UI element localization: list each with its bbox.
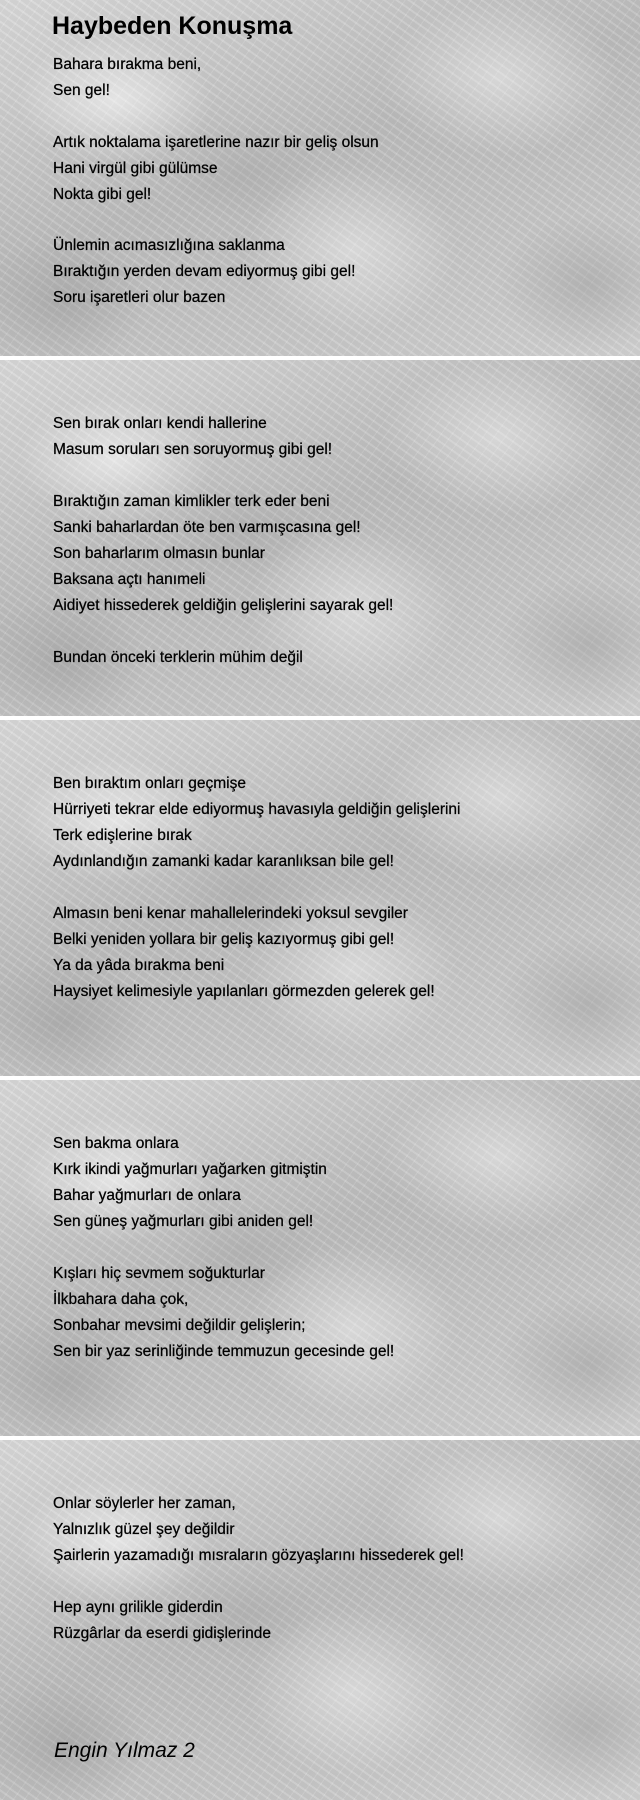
stanza-10	[53, 1261, 394, 1365]
poem-line: Kışları hiç sevmem soğukturlar	[53, 1265, 265, 1282]
poem-line: Rüzgârlar da eserdi gidişlerinde	[53, 1625, 271, 1642]
poem-line: Bıraktığın yerden devam ediyormuş gibi gel!	[53, 263, 356, 280]
poem-line: Sonbahar mevsimi değildir gelişlerin;	[53, 1317, 306, 1334]
poem-author: Engin Yılmaz 2	[54, 1739, 195, 1762]
poem-line: İlkbahara daha çok,	[53, 1291, 189, 1308]
poem-line: Ya da yâda bırakma beni	[53, 957, 225, 974]
poem-line: Sen bırak onları kendi hallerine	[53, 415, 267, 432]
stanza-8	[53, 901, 435, 1005]
poem-line: Son baharlarım olmasın bunlar	[53, 545, 265, 562]
poem-line: Artık noktalama işaretlerine nazır bir geliş olsun	[53, 134, 379, 151]
poem-line: Hürriyeti tekrar elde ediyormuş havasıyla geldiğin gelişlerini	[53, 801, 461, 818]
poem-line: Baksana açtı hanımeli	[53, 571, 206, 588]
poem-line: Ünlemin acımasızlığına saklanma	[53, 237, 285, 254]
poem-line: Nokta gibi gel!	[53, 186, 152, 203]
poem-line: Sen bakma onlara	[53, 1135, 179, 1152]
poem-line: Sen bir yaz serinliğinde temmuzun gecesinde gel!	[53, 1343, 395, 1360]
poem-line: Haysiyet kelimesiyle yapılanları görmezden gelerek gel!	[53, 983, 435, 1000]
poem-line: Aydınlandığın zamanki kadar karanlıksan bile gel!	[53, 853, 394, 870]
poem-line: Aidiyet hissederek geldiğin gelişlerini sayarak gel!	[53, 597, 394, 614]
poem-line: Bıraktığın zaman kimlikler terk eder beni	[53, 493, 330, 510]
poem-line: Bundan önceki terklerin mühim değil	[53, 649, 303, 666]
poem-line: Masum soruları sen soruyormuş gibi gel!	[53, 441, 333, 458]
poem-line: Hani virgül gibi gülümse	[53, 160, 218, 177]
poem-line: Hep aynı grilikle giderdin	[53, 1599, 223, 1616]
poem-line: Terk edişlerine bırak	[53, 827, 192, 844]
poem-line: Onlar söylerler her zaman,	[53, 1495, 236, 1512]
stanza-2	[53, 130, 379, 208]
stanza-6	[53, 645, 303, 671]
poem-line: Bahar yağmurları de onlara	[53, 1187, 241, 1204]
stanza-5	[53, 489, 393, 619]
stanza-9	[53, 1131, 327, 1235]
poem-line: Sen gel!	[53, 82, 110, 99]
poem-title: Haybeden Konuşma	[52, 12, 293, 40]
stanza-7	[53, 771, 461, 875]
poem-line: Bahara bırakma beni,	[53, 56, 202, 73]
poem-line: Ben bıraktım onları geçmişe	[53, 775, 246, 792]
stanza-3	[53, 233, 355, 311]
poem-line: Belki yeniden yollara bir geliş kazıyormuş gibi gel!	[53, 931, 395, 948]
stanza-4	[53, 411, 332, 463]
stanza-11	[53, 1491, 464, 1569]
poem-line: Sanki baharlardan öte ben varmışcasına gel!	[53, 519, 361, 536]
poem-line: Şairlerin yazamadığı mısraların gözyaşlarını hissederek gel!	[53, 1547, 464, 1564]
poem-line: Sen güneş yağmurları gibi aniden gel!	[53, 1213, 314, 1230]
poem-line: Yalnızlık güzel şey değildir	[53, 1521, 235, 1538]
poem-line: Kırk ikindi yağmurları yağarken gitmiştin	[53, 1161, 327, 1178]
stanza-12	[53, 1595, 271, 1647]
poem-line: Almasın beni kenar mahallelerindeki yoksul sevgiler	[53, 905, 408, 922]
poem-line: Soru işaretleri olur bazen	[53, 289, 226, 306]
stanza-1	[53, 52, 201, 104]
